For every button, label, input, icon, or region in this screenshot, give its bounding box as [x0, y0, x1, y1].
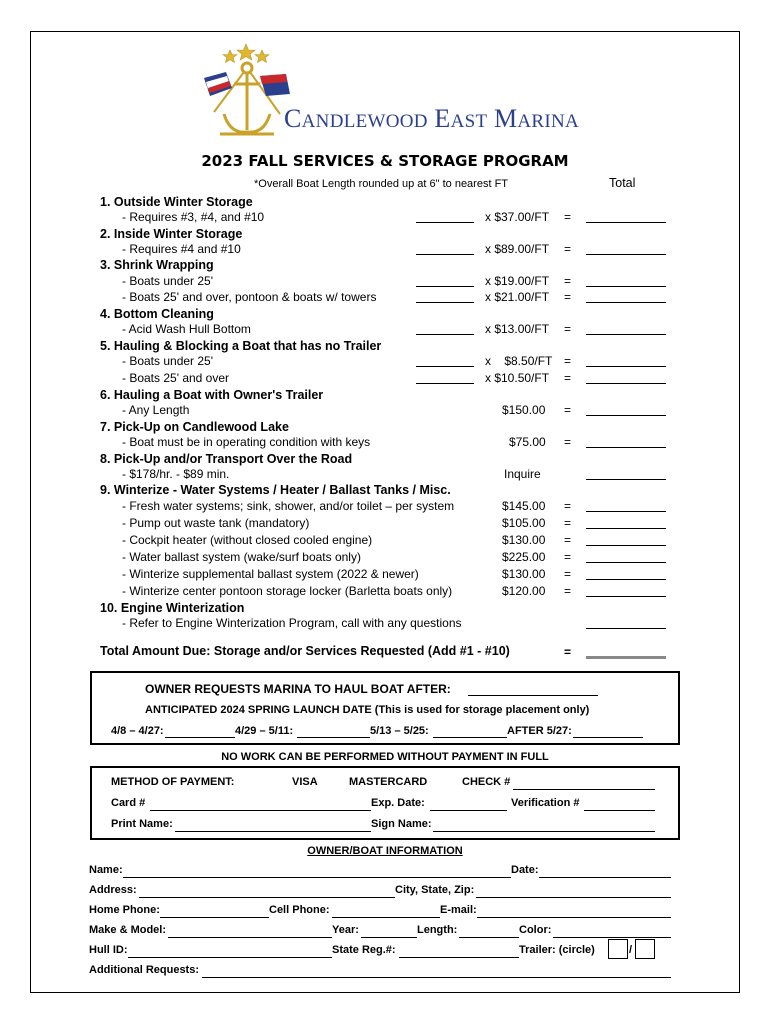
- launch-range-4-entry[interactable]: [573, 737, 643, 738]
- card-number-label: Card #: [111, 797, 146, 809]
- star-icons: [223, 44, 269, 63]
- service-item: - Boats 25' and over: [122, 371, 230, 385]
- equals-sign: =: [564, 550, 572, 564]
- state-reg-entry[interactable]: [399, 957, 519, 958]
- equals-sign: =: [564, 516, 572, 530]
- equals-sign: =: [564, 242, 572, 256]
- address-entry[interactable]: [139, 897, 395, 898]
- equals-sign: =: [564, 274, 572, 288]
- length-entry[interactable]: [416, 222, 474, 223]
- length-entry[interactable]: [416, 286, 474, 287]
- equals-sign: =: [564, 371, 572, 385]
- service-item: - Winterize supplemental ballast system (2022 & newer): [122, 567, 419, 581]
- total-entry[interactable]: [586, 628, 666, 629]
- city-state-zip-label: City, State, Zip:: [395, 884, 475, 896]
- anticipated-launch-label: ANTICIPATED 2024 SPRING LAUNCH DATE (This is used for storage placement only): [145, 704, 590, 716]
- service-item: - Any Length: [122, 403, 190, 417]
- unit-price: x $13.00/FT: [485, 322, 550, 336]
- print-name-entry[interactable]: [175, 831, 371, 832]
- launch-range-2: 4/29 – 5/11:: [235, 725, 294, 737]
- total-entry[interactable]: [586, 528, 666, 529]
- section-title: 2. Inside Winter Storage: [100, 227, 243, 241]
- year-label: Year:: [332, 924, 359, 936]
- launch-range-4: AFTER 5/27:: [507, 725, 572, 737]
- launch-range-3-entry[interactable]: [433, 737, 507, 738]
- length-entry[interactable]: [416, 254, 474, 255]
- name-label: Name:: [89, 864, 123, 876]
- make-model-entry[interactable]: [168, 937, 332, 938]
- check-number-entry[interactable]: [513, 789, 655, 790]
- payment-warning: NO WORK CAN BE PERFORMED WITHOUT PAYMENT IN FULL: [221, 751, 549, 763]
- section-title: 6. Hauling a Boat with Owner's Trailer: [100, 388, 324, 402]
- visa-option[interactable]: VISA: [292, 776, 318, 788]
- unit-price: x $10.50/FT: [485, 371, 550, 385]
- address-label: Address:: [89, 884, 137, 896]
- hull-id-entry[interactable]: [128, 957, 332, 958]
- service-item: - Winterize center pontoon storage locker (Barletta boats only): [122, 584, 453, 598]
- haul-date-entry[interactable]: [468, 695, 598, 696]
- unit-price: Inquire: [504, 467, 541, 481]
- unit-price: x $37.00/FT: [485, 210, 550, 224]
- color-entry[interactable]: [553, 937, 671, 938]
- service-item: - Requires #3, #4, and #10: [122, 210, 265, 224]
- left-flag-icon: [204, 72, 244, 112]
- make-model-label: Make & Model:: [89, 924, 167, 936]
- exp-date-label: Exp. Date:: [371, 797, 425, 809]
- total-entry[interactable]: [586, 415, 666, 416]
- additional-requests-label: Additional Requests:: [89, 964, 200, 976]
- equals-sign: =: [564, 584, 572, 598]
- total-entry[interactable]: [586, 366, 666, 367]
- total-entry[interactable]: [586, 579, 666, 580]
- payment-method-label: METHOD OF PAYMENT:: [111, 776, 235, 788]
- date-entry[interactable]: [539, 877, 671, 878]
- length-note: *Overall Boat Length rounded up at 6" to nearest FT: [254, 178, 509, 190]
- grand-total-entry[interactable]: [586, 656, 666, 659]
- anchor-icon: [220, 63, 274, 134]
- equals-sign: =: [564, 354, 572, 368]
- service-item: - Requires #4 and #10: [122, 242, 241, 256]
- home-phone-entry[interactable]: [160, 917, 269, 918]
- service-item: - Acid Wash Hull Bottom: [122, 322, 251, 336]
- section-title: 1. Outside Winter Storage: [100, 195, 253, 209]
- cell-phone-entry[interactable]: [332, 917, 440, 918]
- service-item: - Water ballast system (wake/surf boats only): [122, 550, 361, 564]
- total-entry[interactable]: [586, 545, 666, 546]
- equals-sign: =: [564, 499, 572, 513]
- cell-phone-label: Cell Phone:: [269, 904, 330, 916]
- launch-range-3: 5/13 – 5/25:: [370, 725, 429, 737]
- total-entry[interactable]: [586, 447, 666, 448]
- equals-sign: =: [564, 290, 572, 304]
- service-item: - Boats under 25': [122, 354, 214, 368]
- length-field-entry[interactable]: [459, 937, 519, 938]
- equals-sign: =: [564, 645, 572, 659]
- date-label: Date:: [511, 864, 539, 876]
- section-title: 10. Engine Winterization: [100, 601, 245, 615]
- check-option[interactable]: CHECK #: [462, 776, 511, 788]
- equals-sign: =: [564, 322, 572, 336]
- total-entry[interactable]: [586, 334, 666, 335]
- total-entry[interactable]: [586, 596, 666, 597]
- equals-sign: =: [564, 567, 572, 581]
- length-entry[interactable]: [416, 366, 474, 367]
- unit-price: x $8.50/FT: [485, 354, 553, 368]
- section-title: 3. Shrink Wrapping: [100, 258, 214, 272]
- total-entry[interactable]: [586, 302, 666, 303]
- length-entry[interactable]: [416, 334, 474, 335]
- unit-price: $130.00: [502, 567, 546, 581]
- total-entry[interactable]: [586, 254, 666, 255]
- service-item: - Refer to Engine Winterization Program, call with any questions: [122, 616, 462, 630]
- total-entry[interactable]: [586, 286, 666, 287]
- hull-id-label: Hull ID:: [89, 944, 128, 956]
- state-reg-label: State Reg.#:: [332, 944, 396, 956]
- length-entry[interactable]: [416, 302, 474, 303]
- card-number-entry[interactable]: [150, 810, 371, 811]
- unit-price: $145.00: [502, 499, 546, 513]
- trailer-separator: /: [629, 944, 633, 956]
- trailer-label: Trailer: (circle): [519, 944, 595, 956]
- unit-price: $130.00: [502, 533, 546, 547]
- unit-price: x $19.00/FT: [485, 274, 550, 288]
- sign-name-entry[interactable]: [433, 831, 655, 832]
- page-title: 2023 FALL SERVICES & STORAGE PROGRAM: [201, 152, 569, 170]
- total-entry[interactable]: [586, 479, 666, 480]
- launch-range-1: 4/8 – 4/27:: [111, 725, 164, 737]
- launch-range-2-entry[interactable]: [297, 737, 370, 738]
- unit-price: $150.00: [502, 403, 546, 417]
- service-item: - Boats under 25': [122, 274, 214, 288]
- equals-sign: =: [564, 210, 572, 224]
- equals-sign: =: [564, 435, 572, 449]
- length-label: Length:: [417, 924, 458, 936]
- total-due-label: Total Amount Due: Storage and/or Services Requested (Add #1 - #10): [100, 644, 510, 658]
- sign-name-label: Sign Name:: [371, 818, 432, 830]
- additional-requests-entry[interactable]: [202, 977, 671, 978]
- trailer-yes-box[interactable]: [608, 939, 628, 959]
- total-entry[interactable]: [586, 222, 666, 223]
- exp-date-entry[interactable]: [430, 810, 507, 811]
- haul-heading: OWNER REQUESTS MARINA TO HAUL BOAT AFTER:: [145, 682, 451, 696]
- unit-price: $120.00: [502, 584, 546, 598]
- color-label: Color:: [519, 924, 552, 936]
- marina-logo-emblem: [200, 42, 295, 140]
- unit-price: $105.00: [502, 516, 546, 530]
- service-item: - Boat must be in operating condition with keys: [122, 435, 371, 449]
- year-entry[interactable]: [361, 937, 417, 938]
- total-entry[interactable]: [586, 383, 666, 384]
- city-state-zip-entry[interactable]: [476, 897, 671, 898]
- unit-price: x $21.00/FT: [485, 290, 550, 304]
- name-entry[interactable]: [123, 877, 511, 878]
- email-label: E-mail:: [440, 904, 477, 916]
- home-phone-label: Home Phone:: [89, 904, 160, 916]
- equals-sign: =: [564, 533, 572, 547]
- mastercard-option[interactable]: MASTERCARD: [349, 776, 428, 788]
- verification-label: Verification #: [511, 797, 580, 809]
- email-entry[interactable]: [477, 917, 671, 918]
- section-title: 8. Pick-Up and/or Transport Over the Road: [100, 452, 353, 466]
- unit-price: $75.00: [509, 435, 546, 449]
- total-entry[interactable]: [586, 511, 666, 512]
- service-item: - Boats 25' and over, pontoon & boats w/ towers: [122, 290, 377, 304]
- section-title: 5. Hauling & Blocking a Boat that has no Trailer: [100, 339, 382, 353]
- trailer-no-box[interactable]: [635, 939, 655, 959]
- service-item: - Cockpit heater (without closed cooled engine): [122, 533, 373, 547]
- length-entry[interactable]: [416, 383, 474, 384]
- launch-range-1-entry[interactable]: [165, 737, 235, 738]
- section-title: 9. Winterize - Water Systems / Heater / Ballast Tanks / Misc.: [100, 483, 451, 497]
- service-item: - Fresh water systems; sink, shower, and/or toilet – per system: [122, 499, 455, 513]
- equals-sign: =: [564, 403, 572, 417]
- total-column-header: Total: [609, 176, 636, 190]
- unit-price: x $89.00/FT: [485, 242, 550, 256]
- owner-info-heading: OWNER/BOAT INFORMATION: [307, 845, 463, 857]
- section-title: 7. Pick-Up on Candlewood Lake: [100, 420, 289, 434]
- unit-price: $225.00: [502, 550, 546, 564]
- total-entry[interactable]: [586, 562, 666, 563]
- section-title: 4. Bottom Cleaning: [100, 307, 214, 321]
- marina-name: CANDLEWOOD EAST MARINA: [284, 104, 580, 133]
- print-name-label: Print Name:: [111, 818, 173, 830]
- service-item: - $178/hr. - $89 min.: [122, 467, 230, 481]
- verification-entry[interactable]: [584, 810, 655, 811]
- service-item: - Pump out waste tank (mandatory): [122, 516, 310, 530]
